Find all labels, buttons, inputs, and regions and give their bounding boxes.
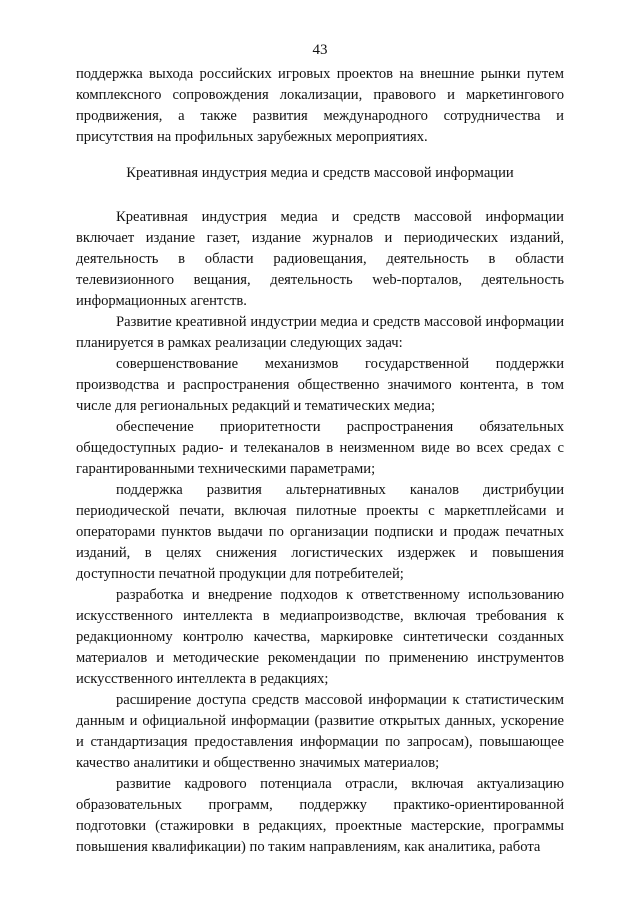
task-personnel-development: развитие кадрового потенциала отрасли, включая актуализацию образовательных программ, поддержку практико-ориентированной подготовки (стажировки в редакциях, проектные мастерские, программы повышения квалификации) по таким направлениям, как аналитика, работа	[76, 776, 564, 855]
task-channel-priority: обеспечение приоритетности распространения обязательных общедоступных радио- и телеканалов в неизменном виде во всех средах с гарантированными техническими параметрами;	[76, 419, 564, 477]
task-data-access: расширение доступа средств массовой информации к статистическим данным и официальной информации (развитие открытых данных, ускорение и стандартизация предоставления информации по запросам), повышающее качество аналитики и общественно значимых материалов;	[76, 692, 564, 771]
paragraph-tasks-intro: Развитие креативной индустрии медиа и средств массовой информации планируется в рамках реализации следующих задач:	[76, 314, 564, 351]
task-state-support: совершенствование механизмов государственной поддержки производства и распространения общественно значимого контента, в том числе для региональных редакций и тематических медиа;	[76, 356, 564, 414]
paragraph-media-definition: Креативная индустрия медиа и средств массовой информации включает издание газет, издание журналов и периодических изданий, деятельность в области радиовещания, деятельность в области телевизионного вещания, деятельность web-порталов, деятельность информационных агентств.	[76, 209, 564, 309]
task-print-distribution: поддержка развития альтернативных каналов дистрибуции периодической печати, включая пилотные проекты с маркетплейсами и операторами пунктов выдачи по организации подписки и продаж печатных изданий, в целях снижения логистических издержек и повышения доступности печатной продукции для потребителей;	[76, 482, 564, 582]
section-title: Креативная индустрия медиа и средств массовой информации	[126, 165, 514, 181]
opening-paragraph: поддержка выхода российских игровых проектов на внешние рынки путем комплексного сопровождения локализации, правового и маркетингового продвижения, а также развития международного сотрудничества и присутствия на профильных зарубежных мероприятиях.	[76, 66, 564, 145]
page-number: 43	[312, 42, 328, 58]
document-body	[76, 64, 564, 858]
task-ai-responsible-use: разработка и внедрение подходов к ответственному использованию искусственного интеллекта в медиапроизводстве, включая требования к редакционному контролю качества, маркировке синтетически созданных материалов и методические рекомендации по применению инструментов искусственного интеллекта в редакциях;	[76, 587, 564, 687]
